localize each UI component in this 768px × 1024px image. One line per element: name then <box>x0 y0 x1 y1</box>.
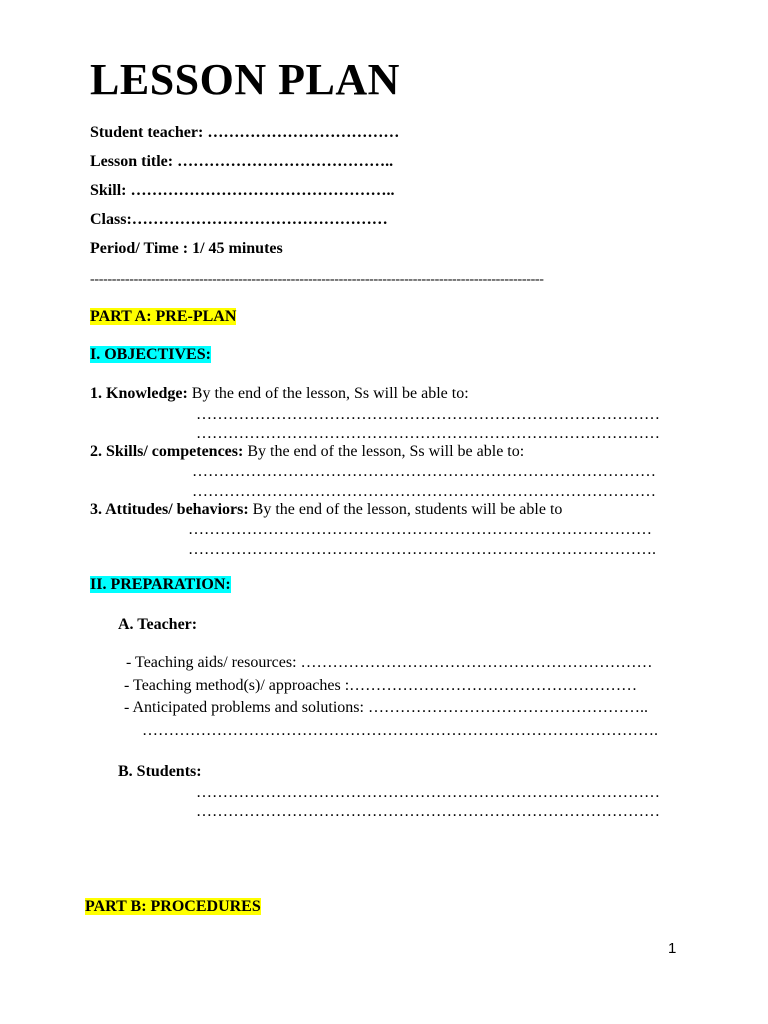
part-b-heading <box>85 898 261 916</box>
teacher-extra-dotted-line: ……………………………………………………………………………………. <box>142 722 658 739</box>
objectives-heading <box>90 346 211 364</box>
knowledge-dotted-line-2: …………………………………………………………………………… <box>196 425 660 442</box>
skills-objective <box>90 443 524 461</box>
period-time-field: Period/ Time : 1/ 45 minutes <box>90 240 283 257</box>
knowledge-objective <box>90 385 469 403</box>
attitudes-dotted-line-1: …………………………………………………………………………… <box>188 521 652 538</box>
attitudes-dotted-line-2: ……………………………………………………………………………. <box>188 541 656 558</box>
skills-label: 2. Skills/ competences: <box>90 443 244 460</box>
students-dotted-line-1: …………………………………………………………………………… <box>196 784 660 801</box>
knowledge-dotted-line-1: …………………………………………………………………………… <box>196 406 660 423</box>
students-dotted-line-2: …………………………………………………………………………… <box>196 803 660 820</box>
attitudes-objective <box>90 501 562 519</box>
students-subheading: B. Students: <box>118 763 202 780</box>
separator-line: -------------------------------------------------------------------------------------------------------- <box>90 272 544 287</box>
attitudes-text: By the end of the lesson, students will be able to <box>248 501 563 518</box>
objectives-heading-text: I. OBJECTIVES: <box>90 346 211 363</box>
class-field: Class:………………………………………… <box>90 211 388 228</box>
lesson-title-field: Lesson title: ………………………………….. <box>90 153 394 170</box>
page-number: 1 <box>668 940 677 957</box>
knowledge-text: By the end of the lesson, Ss will be able to: <box>187 385 469 402</box>
skill-field: Skill: ………………………………………….. <box>90 182 395 199</box>
teacher-item-problems: - Anticipated problems and solutions: …………………………………………….. <box>124 699 648 716</box>
skills-dotted-line-1: …………………………………………………………………………… <box>192 463 656 480</box>
teacher-item-aids: - Teaching aids/ resources: ………………………………………………………… <box>126 654 653 671</box>
part-a-heading <box>90 308 236 326</box>
preparation-heading <box>90 576 231 594</box>
teacher-subheading: A. Teacher: <box>118 616 198 633</box>
skills-dotted-line-2: …………………………………………………………………………… <box>192 483 656 500</box>
student-teacher-field: Student teacher: ……………………………… <box>90 124 400 141</box>
page-title: LESSON PLAN <box>90 55 400 104</box>
knowledge-label: 1. Knowledge: <box>90 385 188 402</box>
part-a-heading-text: PART A: PRE-PLAN <box>90 308 237 325</box>
attitudes-label: 3. Attitudes/ behaviors: <box>90 501 249 518</box>
part-b-heading-text: PART B: PROCEDURES <box>85 898 261 915</box>
teacher-item-methods: - Teaching method(s)/ approaches :……………………………………………… <box>124 677 638 694</box>
skills-text: By the end of the lesson, Ss will be able to: <box>243 443 525 460</box>
preparation-heading-text: II. PREPARATION: <box>90 576 231 593</box>
